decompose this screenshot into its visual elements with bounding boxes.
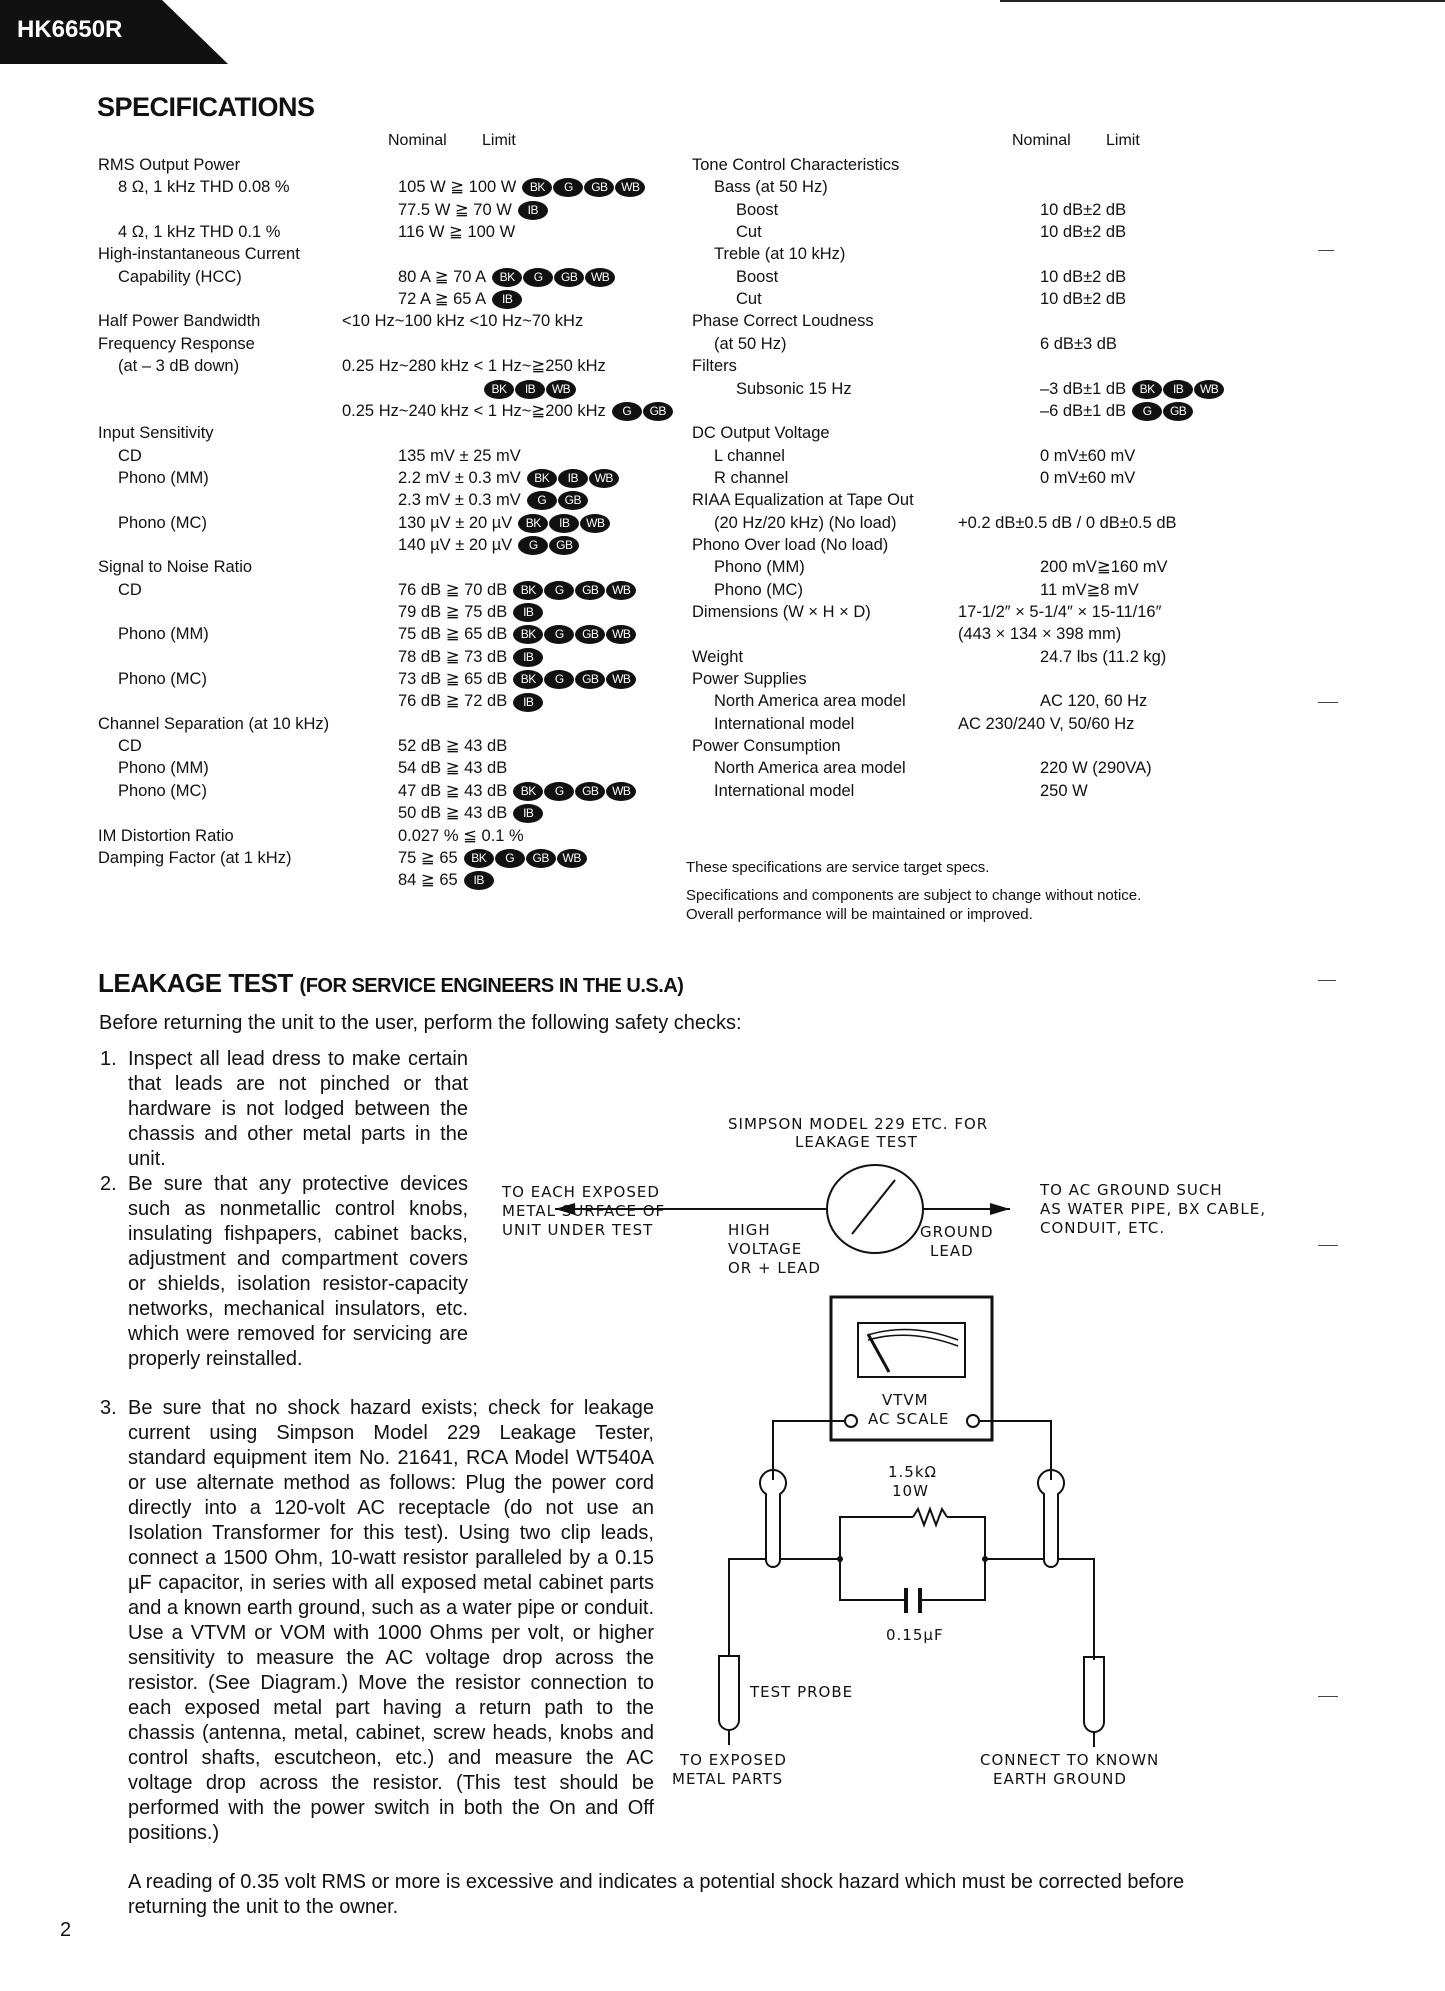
spec-label: RMS Output Power xyxy=(98,156,241,174)
variant-badge-icon: IB xyxy=(513,693,543,712)
diagram-label: EARTH GROUND xyxy=(993,1770,1127,1788)
spec-value xyxy=(1040,647,1166,667)
diagram-label: VTVM xyxy=(882,1391,929,1409)
spec-value-text: 0.25 Hz~280 kHz < 1 Hz~≧250 kHz xyxy=(342,357,606,376)
variant-badge-icon: G xyxy=(518,536,548,555)
spec-label: Power Consumption xyxy=(692,737,841,756)
spec-label: Phono (MC) xyxy=(118,670,207,689)
spec-value-text: 52 dB ≧ 43 dB xyxy=(398,737,508,756)
spec-value-text: 17-1/2″ × 5-1/4″ × 15-11/16″ xyxy=(958,603,1162,621)
spec-value-text: 140 µV ± 20 µV xyxy=(398,535,513,554)
model-variant-badges xyxy=(513,670,636,689)
variant-badge-icon: BK xyxy=(522,178,552,197)
spec-value xyxy=(1040,222,1126,242)
spec-label: CD xyxy=(118,446,142,465)
variant-badge-icon: G xyxy=(1132,402,1162,421)
spec-value xyxy=(398,781,636,801)
spec-label: Boost xyxy=(736,267,779,286)
model-variant-badges xyxy=(484,380,576,399)
variant-badge-icon: GB xyxy=(575,782,605,801)
diagram-label: 1.5kΩ xyxy=(888,1463,938,1481)
check-item-text: Be sure that any protective devices such as nonmetallic control knobs, insulating fishpapers, cabinet backs, adjustment and compartment covers or shields, isolation resistor-capacity networks, mechanical insulators, etc. which were removed for servicing are properly reinstalled. xyxy=(128,1173,468,1370)
diagram-label: TO EACH EXPOSED xyxy=(502,1183,660,1201)
spec-value xyxy=(1040,580,1139,600)
variant-badge-icon: G xyxy=(544,625,574,644)
spec-label: Filters xyxy=(692,357,737,376)
spec-label: International model xyxy=(714,781,855,800)
diagram-label: LEAD xyxy=(930,1242,974,1260)
spec-label: North America area model xyxy=(714,692,906,711)
spec-value xyxy=(398,602,543,622)
leakage-test-title xyxy=(98,968,683,999)
variant-badge-icon: G xyxy=(495,849,525,868)
model-variant-badges xyxy=(492,268,615,287)
spec-label: Channel Separation (at 10 kHz) xyxy=(98,714,330,733)
leakage-title-sub: (FOR SERVICE ENGINEERS IN THE U.S.A) xyxy=(299,975,684,997)
spec-value xyxy=(1040,379,1224,399)
spec-value xyxy=(1040,446,1135,466)
variant-badge-icon: WB xyxy=(606,670,636,689)
right-col-limit-header: Limit xyxy=(1106,132,1140,149)
spec-label: CD xyxy=(118,737,142,756)
spec-value-text: 11 mV≧8 mV xyxy=(1040,580,1139,599)
spec-label: (at 50 Hz) xyxy=(714,334,787,353)
spec-value xyxy=(342,401,673,421)
spec-label: Subsonic 15 Hz xyxy=(736,379,852,398)
spec-value-text: 0 mV±60 mV xyxy=(1040,468,1136,487)
variant-badge-icon: G xyxy=(544,782,574,801)
spec-value xyxy=(398,736,507,756)
spec-label: Boost xyxy=(736,200,779,219)
spec-label: CD xyxy=(118,580,142,599)
model-variant-badges xyxy=(464,871,494,890)
spec-value-text: 77.5 W ≧ 70 W xyxy=(398,200,512,219)
spec-value xyxy=(1040,468,1135,488)
spec-label: Phono (MC) xyxy=(118,781,207,800)
margin-mark xyxy=(1318,980,1336,981)
diagram-label: CONDUIT, ETC. xyxy=(1040,1219,1166,1237)
check-item-text: Inspect all lead dress to make certain that leads are not pinched or that hardware is not lodged between the chassis and other metal parts in the unit. xyxy=(128,1048,468,1170)
spec-value xyxy=(478,379,576,399)
spec-label: (at – 3 dB down) xyxy=(118,357,240,376)
spec-label: Phono (MM) xyxy=(118,625,209,644)
spec-label: Input Sensitivity xyxy=(98,424,214,443)
spec-value xyxy=(1040,758,1152,778)
spec-value-text: 78 dB ≧ 73 dB xyxy=(398,647,508,666)
diagram-label: GROUND xyxy=(920,1223,994,1241)
top-rule xyxy=(1000,0,1445,2)
diagram-label: AS WATER PIPE, BX CABLE, xyxy=(1040,1200,1266,1218)
simpson-meter-icon xyxy=(827,1165,923,1253)
variant-badge-icon: IB xyxy=(492,290,522,309)
variant-badge-icon: BK xyxy=(1132,380,1162,399)
spec-label: Bass (at 50 Hz) xyxy=(714,178,828,197)
spec-label: Cut xyxy=(736,223,762,242)
spec-value-text: <10 Hz~100 kHz <10 Hz~70 kHz xyxy=(342,312,584,331)
model-name: HK6650R xyxy=(17,16,123,43)
spec-value xyxy=(1040,691,1147,711)
spec-value xyxy=(1040,267,1126,287)
spec-value xyxy=(958,602,1161,622)
spec-value-text: 76 dB ≧ 72 dB xyxy=(398,692,508,711)
spec-label: Power Supplies xyxy=(692,670,807,689)
leakage-intro: Before returning the unit to the user, perform the following safety checks: xyxy=(99,1012,742,1034)
spec-value-text: 200 mV≧160 mV xyxy=(1040,558,1168,577)
spec-value xyxy=(1040,781,1088,801)
model-variant-badges xyxy=(513,625,636,644)
spec-value-text: 220 W (290VA) xyxy=(1040,759,1152,778)
spec-value xyxy=(1040,200,1126,220)
variant-badge-icon: G xyxy=(527,491,557,510)
variant-badge-icon: IB xyxy=(464,871,494,890)
margin-mark xyxy=(1318,702,1338,703)
spec-label: Treble (at 10 kHz) xyxy=(714,245,846,264)
margin-mark xyxy=(1318,1696,1338,1697)
diagram-label: 10W xyxy=(892,1482,929,1500)
spec-label: Phono (MC) xyxy=(714,580,803,599)
margin-mark xyxy=(1318,250,1334,251)
variant-badge-icon: BK xyxy=(513,581,543,600)
spec-label: North America area model xyxy=(714,759,906,778)
model-variant-badges xyxy=(522,178,645,197)
variant-badge-icon: BK xyxy=(527,469,557,488)
variant-badge-icon: WB xyxy=(585,268,615,287)
spec-value xyxy=(958,624,1121,644)
spec-value xyxy=(398,289,522,309)
spec-value-text: (443 × 134 × 398 mm) xyxy=(958,625,1122,644)
check-item-number: 2. xyxy=(100,1173,117,1195)
left-col-nominal-header: Nominal xyxy=(388,132,447,149)
spec-value xyxy=(1040,334,1117,354)
specifications-title: SPECIFICATIONS xyxy=(97,92,315,122)
model-variant-badges xyxy=(527,469,619,488)
model-variant-badges xyxy=(1132,402,1193,421)
spec-value-text: 54 dB ≧ 43 dB xyxy=(398,759,508,778)
spec-value-text: 105 W ≧ 100 W xyxy=(398,178,517,197)
spec-value-text: 0.25 Hz~240 kHz < 1 Hz~≧200 kHz xyxy=(342,401,606,420)
spec-value xyxy=(958,714,1134,734)
spec-value-text: 73 dB ≧ 65 dB xyxy=(398,670,508,689)
variant-badge-icon: WB xyxy=(1194,380,1224,399)
variant-badge-icon: WB xyxy=(557,849,587,868)
variant-badge-icon: WB xyxy=(606,625,636,644)
spec-value-text: 79 dB ≧ 75 dB xyxy=(398,603,508,621)
spec-value-text: 116 W ≧ 100 W xyxy=(398,223,516,242)
spec-label: High-instantaneous Current xyxy=(98,245,300,264)
variant-badge-icon: GB xyxy=(1163,402,1193,421)
spec-value xyxy=(398,535,579,555)
variant-badge-icon: BK xyxy=(513,782,543,801)
test-probe-icon xyxy=(719,1656,739,1730)
right-col-nominal-header: Nominal xyxy=(1012,132,1071,149)
spec-value-text: 80 A ≧ 70 A xyxy=(398,267,487,286)
variant-badge-icon: BK xyxy=(513,625,543,644)
variant-badge-icon: BK xyxy=(518,514,548,533)
spec-value xyxy=(958,513,1177,533)
model-variant-badges xyxy=(513,603,543,622)
spec-label: International model xyxy=(714,714,855,733)
variant-badge-icon: BK xyxy=(492,268,522,287)
service-target-note: These specifications are service target specs. xyxy=(686,859,990,876)
diagram-label: SIMPSON MODEL 229 ETC. FOR xyxy=(728,1115,989,1133)
spec-value xyxy=(398,848,587,868)
spec-value xyxy=(398,490,588,510)
diagram-label: HIGH xyxy=(728,1221,771,1239)
spec-value xyxy=(1040,401,1193,421)
variant-badge-icon: GB xyxy=(575,670,605,689)
variant-badge-icon: GB xyxy=(558,491,588,510)
variant-badge-icon: WB xyxy=(606,782,636,801)
spec-label: RIAA Equalization at Tape Out xyxy=(692,491,914,510)
spec-label: IM Distortion Ratio xyxy=(98,826,234,845)
spec-value-text: 47 dB ≧ 43 dB xyxy=(398,781,508,800)
spec-value-text: AC 120, 60 Hz xyxy=(1040,692,1148,711)
model-variant-badges xyxy=(518,514,610,533)
variant-badge-icon: IB xyxy=(513,648,543,667)
spec-label: 8 Ω, 1 kHz THD 0.08 % xyxy=(118,178,290,197)
spec-label: Tone Control Characteristics xyxy=(692,156,900,174)
spec-value xyxy=(398,624,636,644)
spec-label: Capability (HCC) xyxy=(118,267,242,286)
spec-value xyxy=(398,177,645,197)
spec-value-text: 10 dB±2 dB xyxy=(1040,223,1127,242)
spec-value xyxy=(342,356,606,376)
diagram-label: METAL SURFACE OF xyxy=(502,1202,666,1220)
spec-value xyxy=(398,580,636,600)
spec-value-text: 2.2 mV ± 0.3 mV xyxy=(398,468,521,487)
spec-value xyxy=(398,200,548,220)
variant-badge-icon: GB xyxy=(526,849,556,868)
diagram-label: AC SCALE xyxy=(868,1410,950,1428)
spec-value-text: 75 ≧ 65 xyxy=(398,848,458,867)
spec-label: 4 Ω, 1 kHz THD 0.1 % xyxy=(118,223,281,242)
change-notice-line1: Specifications and components are subject to change without notice. xyxy=(686,887,1142,904)
variant-badge-icon: GB xyxy=(584,178,614,197)
spec-label: Weight xyxy=(692,647,744,666)
variant-badge-icon: WB xyxy=(546,380,576,399)
spec-label: Phono (MC) xyxy=(118,513,207,532)
variant-badge-icon: GB xyxy=(554,268,584,287)
spec-value xyxy=(398,803,543,823)
variant-badge-icon: G xyxy=(523,268,553,287)
spec-value-text: 6 dB±3 dB xyxy=(1040,334,1117,353)
variant-badge-icon: GB xyxy=(575,625,605,644)
model-variant-badges xyxy=(518,201,548,220)
model-variant-badges xyxy=(518,536,579,555)
model-variant-badges xyxy=(464,849,587,868)
check-item-1 xyxy=(100,1047,468,1172)
spec-label: (20 Hz/20 kHz) (No load) xyxy=(714,513,897,532)
variant-badge-icon: IB xyxy=(558,469,588,488)
spec-value-text: 10 dB±2 dB xyxy=(1040,290,1127,309)
spec-value xyxy=(1040,289,1126,309)
spec-value-text: 72 A ≧ 65 A xyxy=(398,290,487,309)
spec-value-text: 76 dB ≧ 70 dB xyxy=(398,580,508,599)
change-notice-line2: Overall performance will be maintained or improved. xyxy=(686,906,1033,923)
diagram-label: TEST PROBE xyxy=(750,1683,854,1701)
model-header-tab xyxy=(0,0,230,64)
spec-value-text: 75 dB ≧ 65 dB xyxy=(398,625,508,644)
model-variant-badges xyxy=(513,693,543,712)
variant-badge-icon: IB xyxy=(513,804,543,823)
arrow-right-icon xyxy=(990,1203,1010,1215)
spec-value xyxy=(398,267,615,287)
variant-badge-icon: G xyxy=(553,178,583,197)
spec-label: Phase Correct Loudness xyxy=(692,312,874,331)
diagram-label: VOLTAGE xyxy=(728,1240,803,1258)
model-variant-badges xyxy=(513,648,543,667)
spec-label: Phono (MM) xyxy=(118,468,209,487)
diagram-label: TO AC GROUND SUCH xyxy=(1040,1181,1223,1199)
left-col-limit-header: Limit xyxy=(482,132,516,149)
diagram-label: OR + LEAD xyxy=(728,1259,821,1277)
check-item-number: 1. xyxy=(100,1048,117,1070)
variant-badge-icon: BK xyxy=(464,849,494,868)
variant-badge-icon: IB xyxy=(515,380,545,399)
variant-badge-icon: BK xyxy=(484,380,514,399)
spec-value xyxy=(398,758,507,778)
spec-value xyxy=(398,513,610,533)
spec-value-text: +0.2 dB±0.5 dB / 0 dB±0.5 dB xyxy=(958,513,1177,532)
spec-value-text: AC 230/240 V, 50/60 Hz xyxy=(958,714,1135,733)
spec-label: Damping Factor (at 1 kHz) xyxy=(98,848,292,867)
model-variant-badges xyxy=(492,290,522,309)
diagram-label: TO EXPOSED xyxy=(680,1751,787,1769)
margin-mark xyxy=(1318,1245,1338,1246)
spec-value xyxy=(398,826,524,846)
spec-value xyxy=(342,311,583,331)
variant-badge-icon: GB xyxy=(643,402,673,421)
spec-value-text: –6 dB±1 dB xyxy=(1040,401,1127,420)
model-variant-badges xyxy=(1132,380,1224,399)
diagram-label: UNIT UNDER TEST xyxy=(502,1221,654,1239)
spec-value-text: 0.027 % ≦ 0.1 % xyxy=(398,826,524,845)
variant-badge-icon: G xyxy=(612,402,642,421)
variant-badge-icon: G xyxy=(544,670,574,689)
variant-badge-icon: WB xyxy=(580,514,610,533)
spec-value xyxy=(398,870,494,890)
diagram-label: LEAKAGE TEST xyxy=(795,1133,918,1151)
spec-label: Dimensions (W × H × D) xyxy=(692,603,871,621)
diagram-label: CONNECT TO KNOWN xyxy=(980,1751,1160,1769)
spec-value-text: 250 W xyxy=(1040,781,1088,800)
spec-label: L channel xyxy=(714,446,785,465)
variant-badge-icon: IB xyxy=(518,201,548,220)
spec-label: Phono (MM) xyxy=(714,558,805,577)
model-variant-badges xyxy=(513,782,636,801)
spec-label: Frequency Response xyxy=(98,334,255,353)
spec-value-text: 2.3 mV ± 0.3 mV xyxy=(398,491,521,510)
hazard-warning: A reading of 0.35 volt RMS or more is excessive and indicates a potential shock hazard which must be corrected before returning the unit to the owner. xyxy=(128,1871,1185,1918)
spec-value-text: 10 dB±2 dB xyxy=(1040,267,1127,286)
variant-badge-icon: WB xyxy=(615,178,645,197)
spec-label: Signal to Noise Ratio xyxy=(98,558,253,577)
check-item-number: 3. xyxy=(100,1397,117,1419)
spec-label: R channel xyxy=(714,468,789,487)
spec-label: Phono Over load (No load) xyxy=(692,535,889,554)
spec-value xyxy=(398,647,543,667)
variant-badge-icon: G xyxy=(544,581,574,600)
spec-value-text: 50 dB ≧ 43 dB xyxy=(398,804,508,823)
leakage-title-main: LEAKAGE TEST xyxy=(98,968,293,998)
diagram-label: 0.15µF xyxy=(886,1626,944,1644)
check-item-2 xyxy=(100,1172,468,1372)
spec-label: Half Power Bandwidth xyxy=(98,312,261,331)
model-variant-badges xyxy=(513,581,636,600)
check-item-text: Be sure that no shock hazard exists; check for leakage current using Simpson Model 229 Leakage Tester, standard equipment item No. 21641, RCA Model WT540A or use alternate method as follows: Plug the power cord directly into a 120-volt AC receptacle (do not use an Isolation Transformer for this test). Using two clip leads, connect a 1500 Ohm, 10-watt resistor paralleled by a 0.15 µF capacitor, in series with all exposed metal cabinet parts and a known earth ground, such as a water pipe or conduit. Use a VTVM or VOM with 1000 Ohms per volt, or higher sensitivity to measure the AC voltage drop across the resistor. (See Diagram.) Move the resistor connection to each exposed metal part having a return path to the chassis (antenna, metal, cabinet, screw heads, knobs and control shafts, escutcheon, etc.) and measure the AC voltage drop across the resistor. (This test should be performed with the power switch in both the On and Off positions.) xyxy=(128,1397,654,1844)
leakage-test-diagram xyxy=(480,1100,1310,1800)
variant-badge-icon: BK xyxy=(513,670,543,689)
spec-value xyxy=(398,446,521,466)
spec-value-text: 135 mV ± 25 mV xyxy=(398,446,521,465)
variant-badge-icon: GB xyxy=(549,536,579,555)
spec-value xyxy=(398,691,543,711)
spec-value-text: 0 mV±60 mV xyxy=(1040,446,1136,465)
model-variant-badges xyxy=(527,491,588,510)
variant-badge-icon: WB xyxy=(606,581,636,600)
spec-value-text: 10 dB±2 dB xyxy=(1040,200,1127,219)
spec-value xyxy=(398,222,515,242)
page-number: 2 xyxy=(60,1919,72,1941)
variant-badge-icon: GB xyxy=(575,581,605,600)
variant-badge-icon: IB xyxy=(1163,380,1193,399)
spec-label: Cut xyxy=(736,290,762,309)
variant-badge-icon: WB xyxy=(589,469,619,488)
spec-value-text: –3 dB±1 dB xyxy=(1040,379,1127,398)
model-variant-badges xyxy=(513,804,543,823)
diagram-label: METAL PARTS xyxy=(672,1770,784,1788)
variant-badge-icon: IB xyxy=(513,603,543,622)
ground-probe-icon xyxy=(1084,1657,1104,1732)
spec-value-text: 130 µV ± 20 µV xyxy=(398,513,513,532)
model-variant-badges xyxy=(612,402,673,421)
spec-value xyxy=(1040,557,1168,577)
variant-badge-icon: IB xyxy=(549,514,579,533)
spec-value xyxy=(398,669,636,689)
spec-label: Phono (MM) xyxy=(118,759,209,778)
spec-value-text: 24.7 lbs (11.2 kg) xyxy=(1040,647,1167,666)
spec-label: DC Output Voltage xyxy=(692,424,830,443)
spec-value xyxy=(398,468,619,488)
spec-value-text: 84 ≧ 65 xyxy=(398,871,458,890)
